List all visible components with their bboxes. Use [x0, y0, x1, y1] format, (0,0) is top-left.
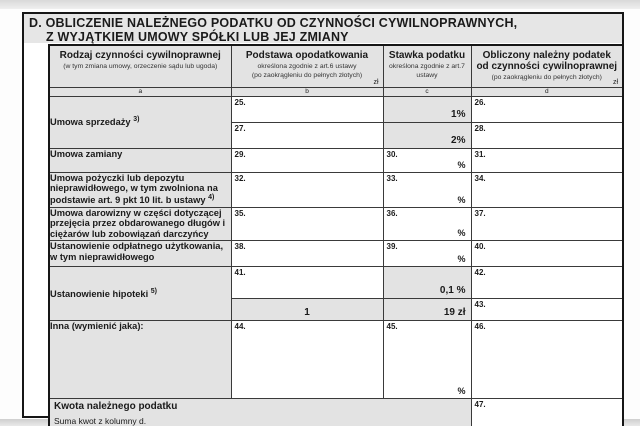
header-col-c: [383, 45, 471, 87]
header-col-d-title: Obliczony należny podatek od czynności cywilnoprawnej: [476, 50, 618, 72]
section-title-line1: D. OBLICZENIE NALEŻNEGO PODATKU OD CZYNNOŚCI CYWILNOPRAWNYCH,: [29, 16, 518, 30]
box-40-field[interactable]: [471, 241, 623, 267]
footnote-4: 4): [208, 194, 215, 202]
box-43-number: 43.: [474, 300, 486, 310]
box-46-field[interactable]: [471, 321, 623, 399]
box-33-number: 33.: [386, 173, 398, 183]
box-27-number: 27.: [234, 123, 246, 133]
rate-cell-2-percent: [383, 122, 471, 148]
header-col-d-subtitle: (po zaokrągleniu do pełnych złotych): [491, 74, 602, 81]
box-34-number: 34.: [474, 173, 486, 183]
rate-1-percent: 1%: [451, 108, 466, 120]
box-43-field[interactable]: [471, 299, 623, 321]
box-30-field[interactable]: [383, 148, 471, 172]
row-umowa-pozyczki: [49, 172, 623, 207]
rate-cell-01-percent: [383, 267, 471, 299]
box-27-field[interactable]: [231, 122, 383, 148]
box-25-number: 25.: [234, 97, 246, 107]
column-letters-row: [49, 87, 623, 96]
box-31-number: 31.: [474, 149, 486, 159]
hipoteka-fixed-base-value: 1: [304, 307, 310, 319]
box-44-number: 44.: [234, 322, 246, 332]
column-letter-b: b: [231, 87, 383, 96]
box-36-number: 36.: [386, 208, 398, 218]
header-col-b-unit: zł: [373, 78, 379, 86]
row-kwota-podatku-label-cell: [49, 399, 471, 426]
header-col-b-subtitle: określona zgodnie z art.6 ustawy (po zaokrągleniu do pełnych złotych): [251, 63, 363, 79]
box-30-percent-sign: %: [457, 159, 466, 170]
box-29-field[interactable]: [231, 148, 383, 172]
box-44-field[interactable]: [231, 321, 383, 399]
row-umowa-zamiany-label: Umowa zamiany: [49, 148, 231, 172]
row-umowa-sprzedazy-1: [49, 96, 623, 122]
box-36-field[interactable]: [383, 207, 471, 241]
box-45-percent-sign: %: [457, 386, 466, 397]
section-d-title: [24, 14, 622, 43]
box-25-field[interactable]: [231, 96, 383, 122]
box-28-field[interactable]: [471, 122, 623, 148]
box-41-number: 41.: [234, 268, 246, 278]
box-39-number: 39.: [386, 242, 398, 252]
box-35-number: 35.: [234, 208, 246, 218]
rate-01-percent: 0,1 %: [439, 285, 466, 297]
box-29-number: 29.: [234, 149, 246, 159]
kwota-label: Kwota należnego podatku: [54, 401, 178, 413]
row-uzytkowanie-label: Ustanowienie odpłatnego użytkowania, w tym nieprawidłowego: [49, 241, 231, 267]
tax-calculation-table: [48, 44, 624, 426]
row-umowa-sprzedazy-label: Umowa sprzedaży $^{3)}$: [49, 96, 231, 148]
header-col-c-title: Stawka podatku: [388, 50, 466, 61]
header-col-a: [49, 45, 231, 87]
header-col-d-unit: zł: [612, 78, 618, 86]
section-title-line2: Z WYJĄTKIEM UMOWY SPÓŁKI LUB JEJ ZMIANY: [46, 30, 349, 44]
row-hipoteka-1: [49, 267, 623, 299]
column-letter-c: c: [383, 87, 471, 96]
table-header-row: [49, 45, 623, 87]
row-inna: [49, 321, 623, 399]
box-30-number: 30.: [386, 149, 398, 159]
rate-2-percent: 2%: [451, 134, 466, 146]
footnote-5: 5): [150, 287, 157, 295]
column-letter-a: a: [49, 87, 231, 96]
header-col-d: [471, 45, 623, 87]
box-37-field[interactable]: [471, 207, 623, 241]
box-26-number: 26.: [474, 97, 486, 107]
header-col-a-title: Rodzaj czynności cywilnoprawnej: [59, 50, 221, 61]
footnote-3: 3): [133, 115, 140, 123]
row-uzytkowanie: [49, 241, 623, 267]
row-umowa-darowizny: [49, 207, 623, 241]
row-hipoteka-label: Ustanowienie hipoteki $^{5)}$: [49, 267, 231, 321]
box-32-number: 32.: [234, 173, 246, 183]
header-col-b-title: Podstawa opodatkowania: [245, 50, 369, 61]
scan-edge-top: [0, 0, 640, 9]
box-37-number: 37.: [474, 208, 486, 218]
row-inna-label: Inna (wymienić jaka):: [49, 321, 231, 399]
row-umowa-darowizny-label: Umowa darowizny w części dotyczącej przejęcia przez obdarowanego długów i ciężarów lub zobowiązań darczyńcy: [49, 207, 231, 241]
rate-cell-1-percent: [383, 96, 471, 122]
header-col-b: [231, 45, 383, 87]
header-col-c-subtitle: określona zgodnie z art.7 ustawy: [389, 63, 465, 79]
box-47-number: 47.: [474, 400, 486, 410]
box-38-number: 38.: [234, 242, 246, 252]
box-39-percent-sign: %: [457, 254, 466, 265]
box-40-number: 40.: [474, 242, 486, 252]
box-34-field[interactable]: [471, 172, 623, 207]
box-28-number: 28.: [474, 123, 486, 133]
row-umowa-pozyczki-label: Umowa pożyczki lub depozytu nieprawidłowego, w tym zwolniona na podstawie art. 9 pkt 10 lit. b ustawy $^{4)}$: [49, 172, 231, 207]
box-45-number: 45.: [386, 322, 398, 332]
box-47-field[interactable]: [471, 399, 623, 426]
box-33-percent-sign: %: [457, 194, 466, 205]
header-col-a-subtitle: (w tym zmiana umowy, orzeczenie sądu lub ugoda): [63, 63, 218, 70]
row-kwota-podatku: [49, 399, 623, 426]
box-46-number: 46.: [474, 322, 486, 332]
row-umowa-zamiany: [49, 148, 623, 172]
section-d-box: [22, 12, 624, 426]
box-42-number: 42.: [474, 268, 486, 278]
rate-19-zl: 19 zł: [443, 307, 466, 319]
box-26-field[interactable]: [471, 96, 623, 122]
box-35-field[interactable]: [231, 207, 383, 241]
kwota-sublabel: Suma kwot z kolumny d.: [54, 415, 147, 426]
hipoteka-fixed-base-cell: [231, 299, 383, 321]
box-41-field[interactable]: [231, 267, 383, 299]
box-36-percent-sign: %: [457, 228, 466, 239]
rate-cell-19-zl: [383, 299, 471, 321]
box-39-field[interactable]: [383, 241, 471, 267]
box-45-field[interactable]: [383, 321, 471, 399]
box-42-field[interactable]: [471, 267, 623, 299]
box-31-field[interactable]: [471, 148, 623, 172]
box-32-field[interactable]: [231, 172, 383, 207]
box-33-field[interactable]: [383, 172, 471, 207]
box-38-field[interactable]: [231, 241, 383, 267]
column-letter-d: d: [471, 87, 623, 96]
